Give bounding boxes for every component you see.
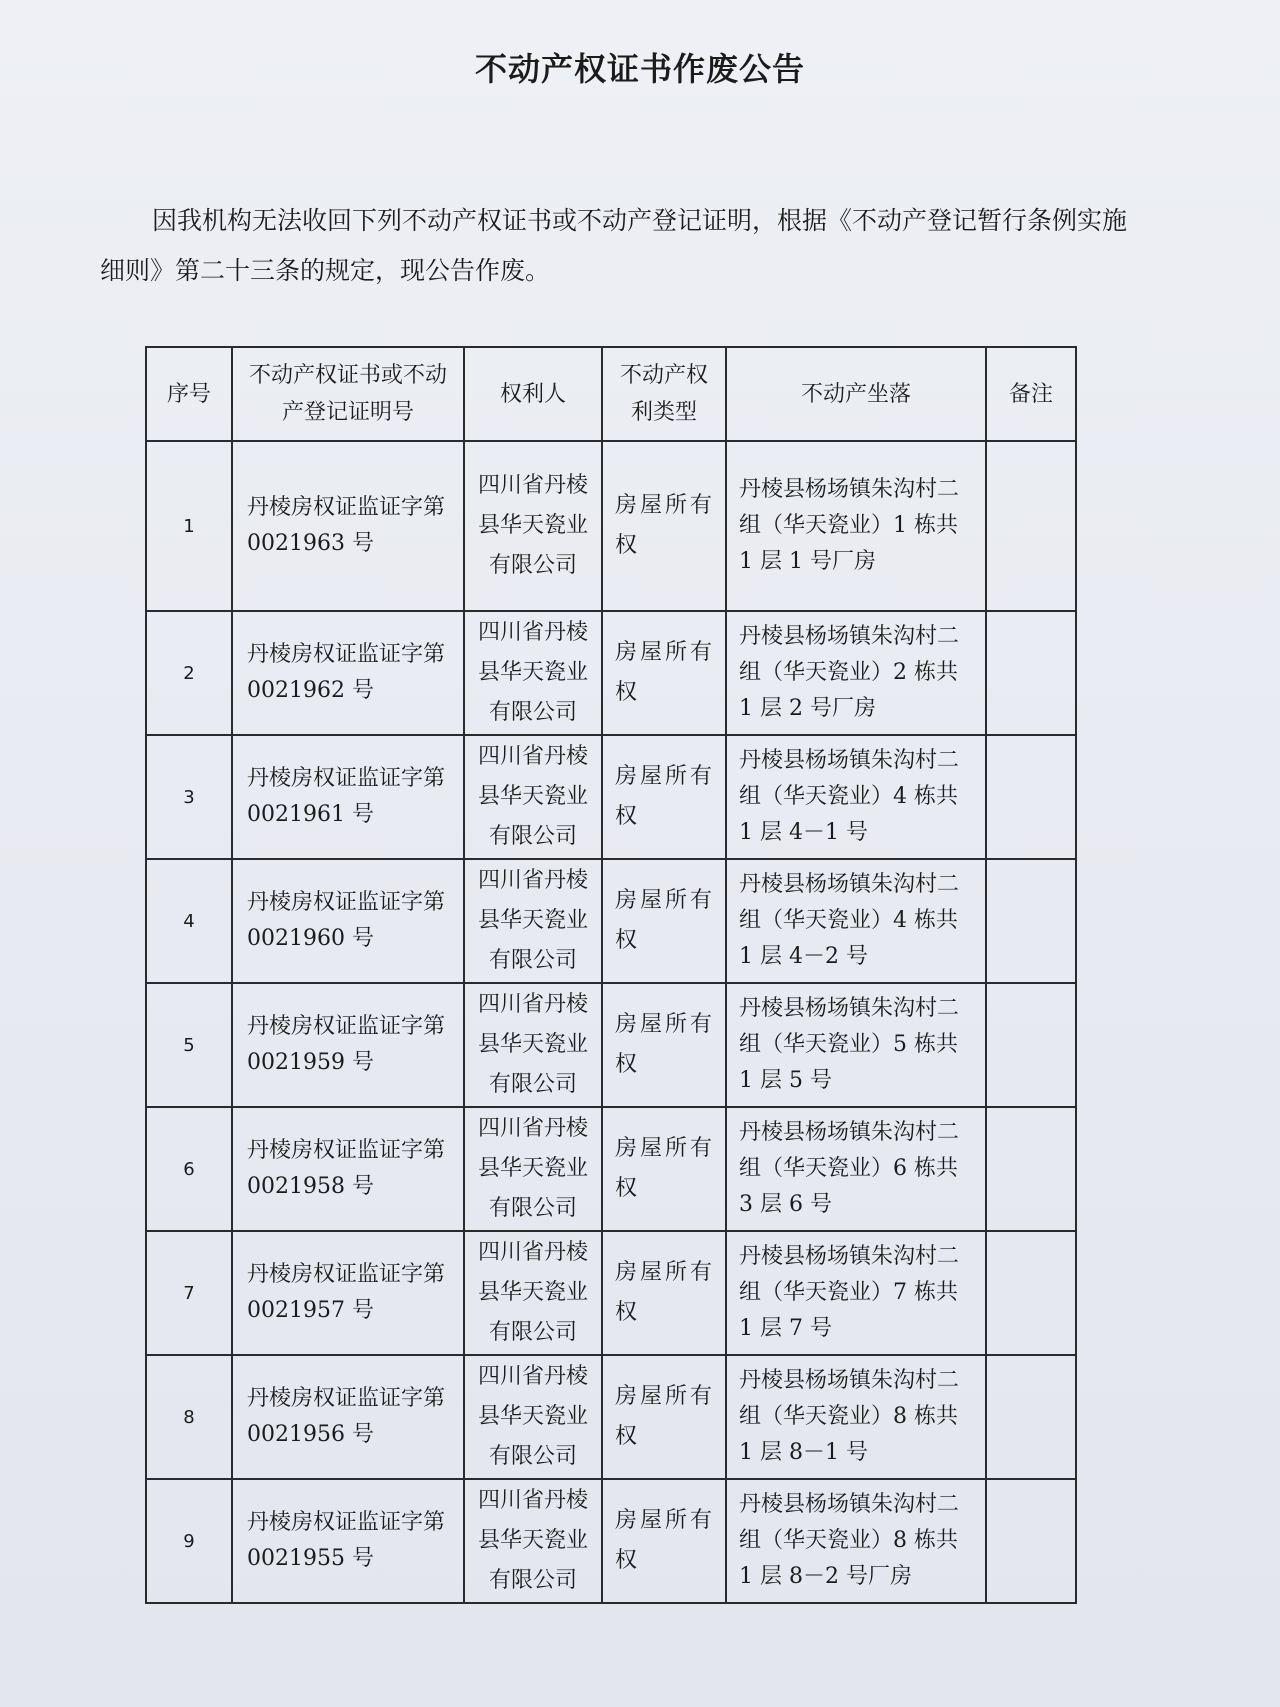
cell-note [986, 611, 1076, 735]
cell-type: 房屋所有权 [602, 1355, 726, 1479]
cell-location: 丹棱县杨场镇朱沟村二组（华天瓷业）4 栋共 1 层 4－2 号 [726, 859, 986, 983]
cell-holder: 四川省丹棱县华天瓷业有限公司 [464, 1107, 602, 1231]
cell-no: 7 [146, 1231, 232, 1355]
cell-note [986, 983, 1076, 1107]
table-row [146, 1479, 1076, 1603]
cell-type: 房屋所有权 [602, 611, 726, 735]
cell-no: 4 [146, 859, 232, 983]
cell-cert: 丹棱房权证监证字第 0021963 号 [232, 441, 464, 611]
cell-holder: 四川省丹棱县华天瓷业有限公司 [464, 611, 602, 735]
cell-note [986, 1355, 1076, 1479]
cell-location: 丹棱县杨场镇朱沟村二组（华天瓷业）1 栋共 1 层 1 号厂房 [726, 441, 986, 611]
cell-note [986, 735, 1076, 859]
cell-holder: 四川省丹棱县华天瓷业有限公司 [464, 735, 602, 859]
cell-location: 丹棱县杨场镇朱沟村二组（华天瓷业）8 栋共 1 层 8－2 号厂房 [726, 1479, 986, 1603]
cell-cert: 丹棱房权证监证字第 0021962 号 [232, 611, 464, 735]
cell-no: 2 [146, 611, 232, 735]
header-note: 备注 [986, 347, 1076, 441]
table-row [146, 735, 1076, 859]
cell-type: 房屋所有权 [602, 441, 726, 611]
cell-no: 9 [146, 1479, 232, 1603]
cell-cert: 丹棱房权证监证字第 0021960 号 [232, 859, 464, 983]
table-row [146, 441, 1076, 611]
cell-holder: 四川省丹棱县华天瓷业有限公司 [464, 1231, 602, 1355]
cell-type: 房屋所有权 [602, 983, 726, 1107]
cell-holder: 四川省丹棱县华天瓷业有限公司 [464, 983, 602, 1107]
cell-cert: 丹棱房权证监证字第 0021956 号 [232, 1355, 464, 1479]
intro-paragraph: 因我机构无法收回下列不动产权证书或不动产登记证明，根据《不动产登记暂行条例实施细则》第二十三条的规定，现公告作废。 [100, 206, 1128, 285]
cell-no: 5 [146, 983, 232, 1107]
cell-holder: 四川省丹棱县华天瓷业有限公司 [464, 441, 602, 611]
header-cert: 不动产权证书或不动产登记证明号 [232, 347, 464, 441]
table-row [146, 983, 1076, 1107]
cell-location: 丹棱县杨场镇朱沟村二组（华天瓷业）4 栋共 1 层 4－1 号 [726, 735, 986, 859]
cell-location: 丹棱县杨场镇朱沟村二组（华天瓷业）6 栋共 3 层 6 号 [726, 1107, 986, 1231]
cell-no: 8 [146, 1355, 232, 1479]
header-type: 不动产权利类型 [602, 347, 726, 441]
cell-holder: 四川省丹棱县华天瓷业有限公司 [464, 1355, 602, 1479]
cell-no: 3 [146, 735, 232, 859]
cell-note [986, 1479, 1076, 1603]
cell-note [986, 1107, 1076, 1231]
cell-type: 房屋所有权 [602, 735, 726, 859]
cell-holder: 四川省丹棱县华天瓷业有限公司 [464, 859, 602, 983]
cell-cert: 丹棱房权证监证字第 0021961 号 [232, 735, 464, 859]
table-header-row [146, 347, 1076, 441]
table-row [146, 1355, 1076, 1479]
cell-location: 丹棱县杨场镇朱沟村二组（华天瓷业）7 栋共 1 层 7 号 [726, 1231, 986, 1355]
document-title: 不动产权证书作废公告 [474, 50, 805, 88]
table-row [146, 1231, 1076, 1355]
cell-location: 丹棱县杨场镇朱沟村二组（华天瓷业）5 栋共 1 层 5 号 [726, 983, 986, 1107]
cell-note [986, 859, 1076, 983]
header-no: 序号 [146, 347, 232, 441]
table-row [146, 611, 1076, 735]
cell-type: 房屋所有权 [602, 859, 726, 983]
cell-type: 房屋所有权 [602, 1107, 726, 1231]
table-row [146, 1107, 1076, 1231]
certificate-table [145, 346, 1077, 1604]
cell-location: 丹棱县杨场镇朱沟村二组（华天瓷业）8 栋共 1 层 8－1 号 [726, 1355, 986, 1479]
cell-no: 6 [146, 1107, 232, 1231]
cell-cert: 丹棱房权证监证字第 0021955 号 [232, 1479, 464, 1603]
cell-cert: 丹棱房权证监证字第 0021959 号 [232, 983, 464, 1107]
cell-cert: 丹棱房权证监证字第 0021958 号 [232, 1107, 464, 1231]
cell-note [986, 1231, 1076, 1355]
cell-location: 丹棱县杨场镇朱沟村二组（华天瓷业）2 栋共 1 层 2 号厂房 [726, 611, 986, 735]
cell-cert: 丹棱房权证监证字第 0021957 号 [232, 1231, 464, 1355]
cell-no: 1 [146, 441, 232, 611]
cell-note [986, 441, 1076, 611]
header-location: 不动产坐落 [726, 347, 986, 441]
cell-holder: 四川省丹棱县华天瓷业有限公司 [464, 1479, 602, 1603]
header-holder: 权利人 [464, 347, 602, 441]
cell-type: 房屋所有权 [602, 1479, 726, 1603]
table-row [146, 859, 1076, 983]
cell-type: 房屋所有权 [602, 1231, 726, 1355]
